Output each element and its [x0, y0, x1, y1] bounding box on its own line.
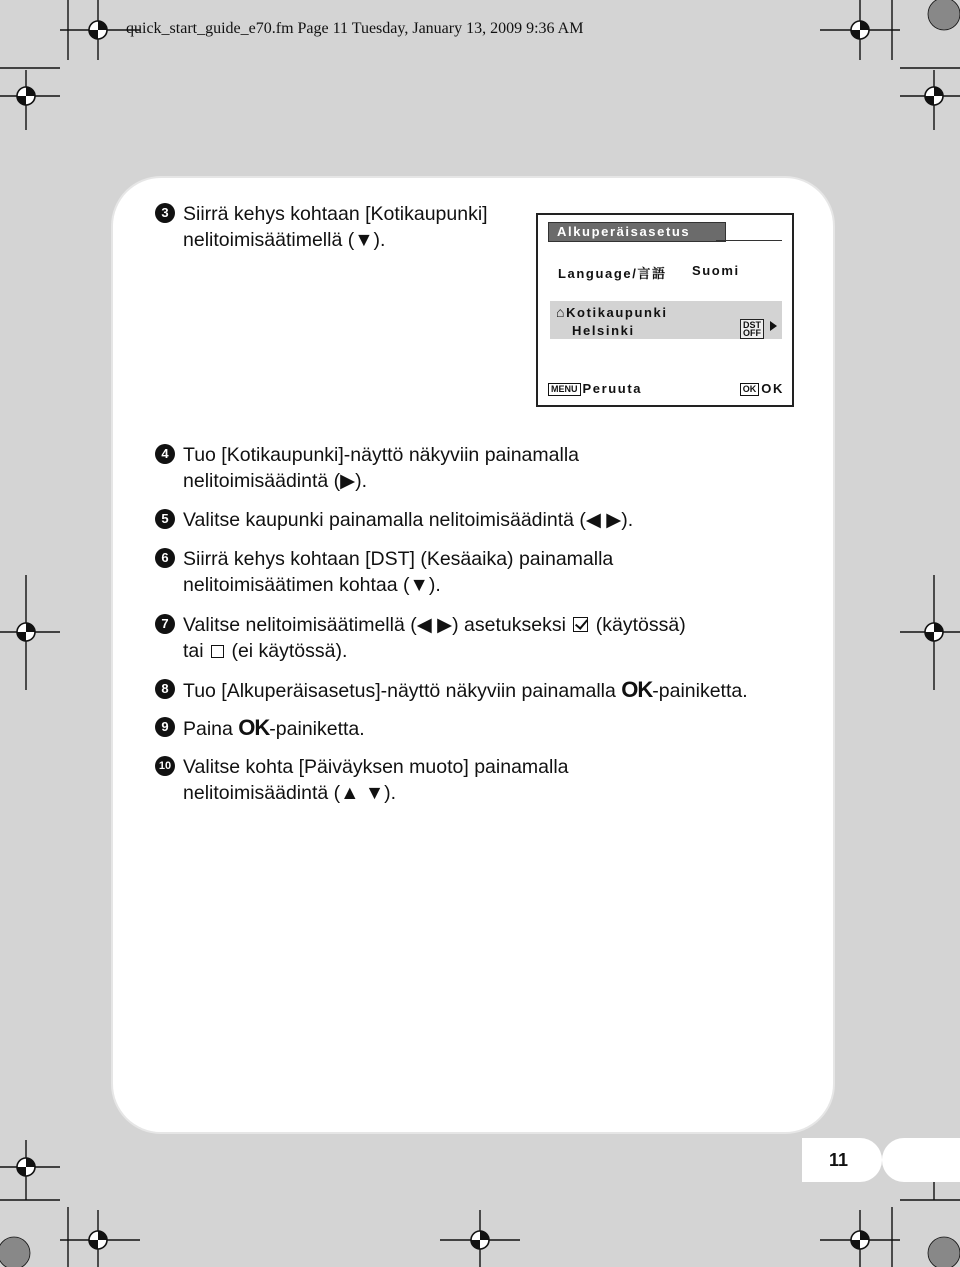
step-text-line: Siirrä kehys kohtaan [DST] (Kesäaika) painamalla [183, 548, 614, 570]
step-number: 5 [155, 509, 175, 529]
city-name: Helsinki [572, 323, 635, 338]
arrow-right-icon [770, 321, 777, 331]
cancel-label: Peruuta [582, 381, 643, 396]
step-number: 8 [155, 679, 175, 699]
divider [716, 240, 782, 241]
page-edge-tab [882, 1138, 960, 1182]
step-text-line: Paina OK-painiketta. [183, 715, 365, 740]
ok-hint [740, 381, 784, 396]
ok-button-glyph: OK [621, 677, 653, 702]
step-3 [155, 201, 488, 253]
step-number: 4 [155, 444, 175, 464]
step-9 [155, 715, 365, 742]
step-number: 9 [155, 717, 175, 737]
step-8 [155, 677, 748, 704]
step-text-line: tai (ei käytössä). [183, 640, 348, 662]
step-number: 10 [155, 756, 175, 776]
empty-box-icon [211, 645, 224, 658]
hometown-label: Kotikaupunki [566, 305, 668, 320]
step-text-line: Tuo [Alkuperäisasetus]-näyttö näkyviin painamalla OK-painiketta. [183, 677, 748, 702]
ok-button-glyph: OK [238, 715, 270, 740]
step-text-line: Siirrä kehys kohtaan [Kotikaupunki] [183, 203, 488, 225]
page-number-tab [802, 1138, 882, 1182]
step-number: 6 [155, 548, 175, 568]
step-text-line: Valitse kohta [Päiväyksen muoto] painamalla [183, 756, 569, 778]
menu-key-icon: MENU [548, 383, 581, 396]
step-text-line: nelitoimisäädintä (▲ ▼). [183, 782, 397, 804]
language-label: Language/言語 [558, 266, 667, 281]
step-text-line: Tuo [Kotikaupunki]-näyttö näkyviin painamalla [183, 444, 579, 466]
print-header: quick_start_guide_e70.fm Page 11 Tuesday, January 13, 2009 9:36 AM [126, 20, 584, 37]
step-number: 7 [155, 614, 175, 634]
cancel-hint [548, 381, 642, 396]
step-text-line: Valitse nelitoimisäätimellä (◀ ▶) asetukseksi (käytössä) [183, 614, 686, 636]
language-value: Suomi [692, 263, 740, 278]
step-number: 3 [155, 203, 175, 223]
step-7 [155, 612, 686, 664]
ok-label: OK [761, 381, 784, 396]
step-text-line: nelitoimisäätimen kohtaa (▼). [183, 574, 441, 596]
checked-box-icon [573, 617, 588, 632]
step-4 [155, 442, 579, 494]
home-icon: ⌂ [556, 304, 567, 320]
hometown-row [556, 303, 668, 322]
step-text-line: nelitoimisäätimellä (▼). [183, 229, 386, 251]
step-10 [155, 754, 569, 806]
page-number: 11 [829, 1150, 849, 1170]
step-5 [155, 507, 633, 533]
step-text-line: nelitoimisäädintä (▶). [183, 470, 368, 492]
camera-screen [536, 213, 794, 407]
screen-tab-title: Alkuperäisasetus [548, 222, 726, 242]
step-6 [155, 546, 613, 598]
ok-key-icon: OK [740, 383, 760, 396]
step-text-line: Valitse kaupunki painamalla nelitoimisäädintä (◀ ▶). [183, 509, 634, 531]
dst-icon: DST OFF [740, 319, 764, 339]
